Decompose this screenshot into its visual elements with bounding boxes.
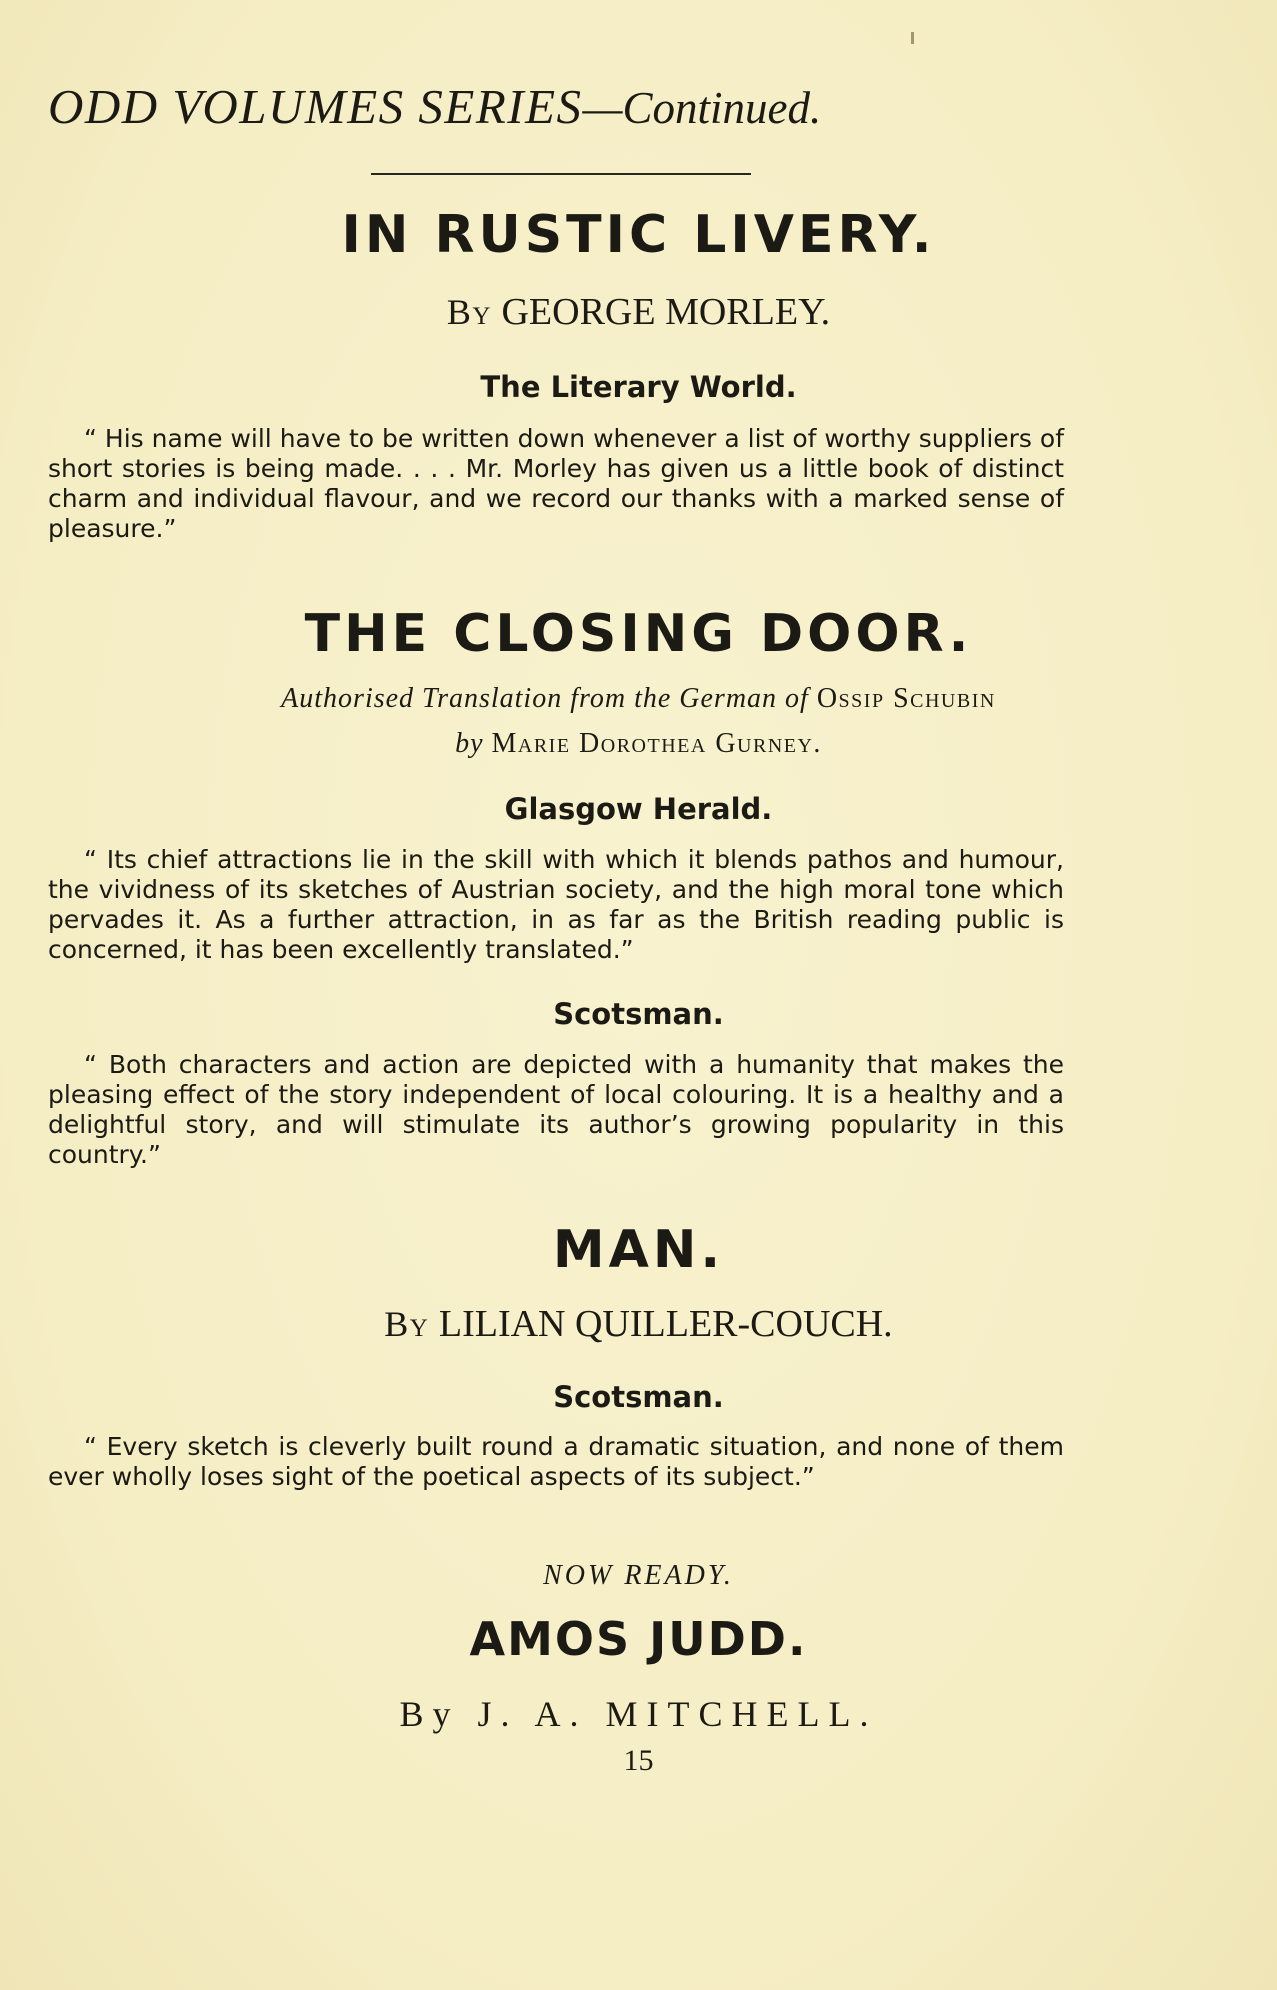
review-quote: “ Its chief attractions lie in the skill with which it blends pathos and humour, the vividness of its sketches of Austrian society, and the high moral tone which pervades it. As a further attraction, in as far as the British reading public is concerned, it has been excellently translated.”: [48, 845, 1064, 964]
translation-credit: [0, 683, 1277, 715]
review-source: The Literary World.: [480, 370, 797, 404]
byline-by: By: [446, 292, 492, 332]
byline-by: By: [399, 1694, 460, 1734]
series-heading: [48, 78, 1088, 135]
book-author: LILIAN QUILLER-COUCH.: [438, 1303, 893, 1345]
original-author: Ossip Schubin: [816, 683, 996, 714]
review-source: Scotsman.: [553, 1380, 724, 1414]
review-source: Glasgow Herald.: [504, 792, 773, 826]
translator-credit: [0, 728, 1277, 760]
now-ready-label: NOW READY.: [543, 1560, 734, 1591]
book-byline-quiller-couch: [0, 1302, 1277, 1346]
series-continued: —Continued.: [582, 83, 822, 133]
book-author: J. A. MITCHELL.: [477, 1694, 878, 1734]
translator-name: Marie Dorothea Gurney.: [491, 728, 822, 759]
book-title-the-closing-door: THE CLOSING DOOR.: [304, 604, 973, 664]
book-title-amos-judd: AMOS JUDD.: [469, 1612, 808, 1666]
byline-by: By: [384, 1304, 430, 1344]
book-byline-mitchell: [0, 1693, 1277, 1735]
book-title-man: MAN.: [552, 1220, 725, 1280]
review-quote: “ Every sketch is cleverly built round a dramatic situation, and none of them ever wholly loses sight of the poetical aspects of its subject.”: [48, 1432, 1064, 1491]
divider-rule: [371, 173, 751, 175]
review-source: Scotsman.: [553, 997, 724, 1031]
book-byline-morley: [0, 290, 1277, 334]
translation-line: Authorised Translation from the German of: [281, 683, 809, 714]
page-number: 15: [623, 1744, 654, 1777]
translator-by: by: [455, 728, 484, 759]
review-quote: “ His name will have to be written down whenever a list of worthy suppliers of short stories is being made. . . . Mr. Morley has given us a little book of distinct charm and individual flavour, and we record our thanks with a marked sense of pleasure.”: [48, 424, 1064, 543]
print-mark: [911, 32, 914, 44]
review-quote: “ Both characters and action are depicted with a humanity that makes the pleasing effect of the story independent of local colouring. It is a healthy and a delightful story, and will stimulate its author’s growing popularity in this country.”: [48, 1050, 1064, 1169]
book-author: GEORGE MORLEY.: [501, 291, 831, 333]
series-name: ODD VOLUMES SERIES: [48, 79, 583, 134]
book-title-in-rustic-livery: IN RUSTIC LIVERY.: [341, 205, 936, 265]
